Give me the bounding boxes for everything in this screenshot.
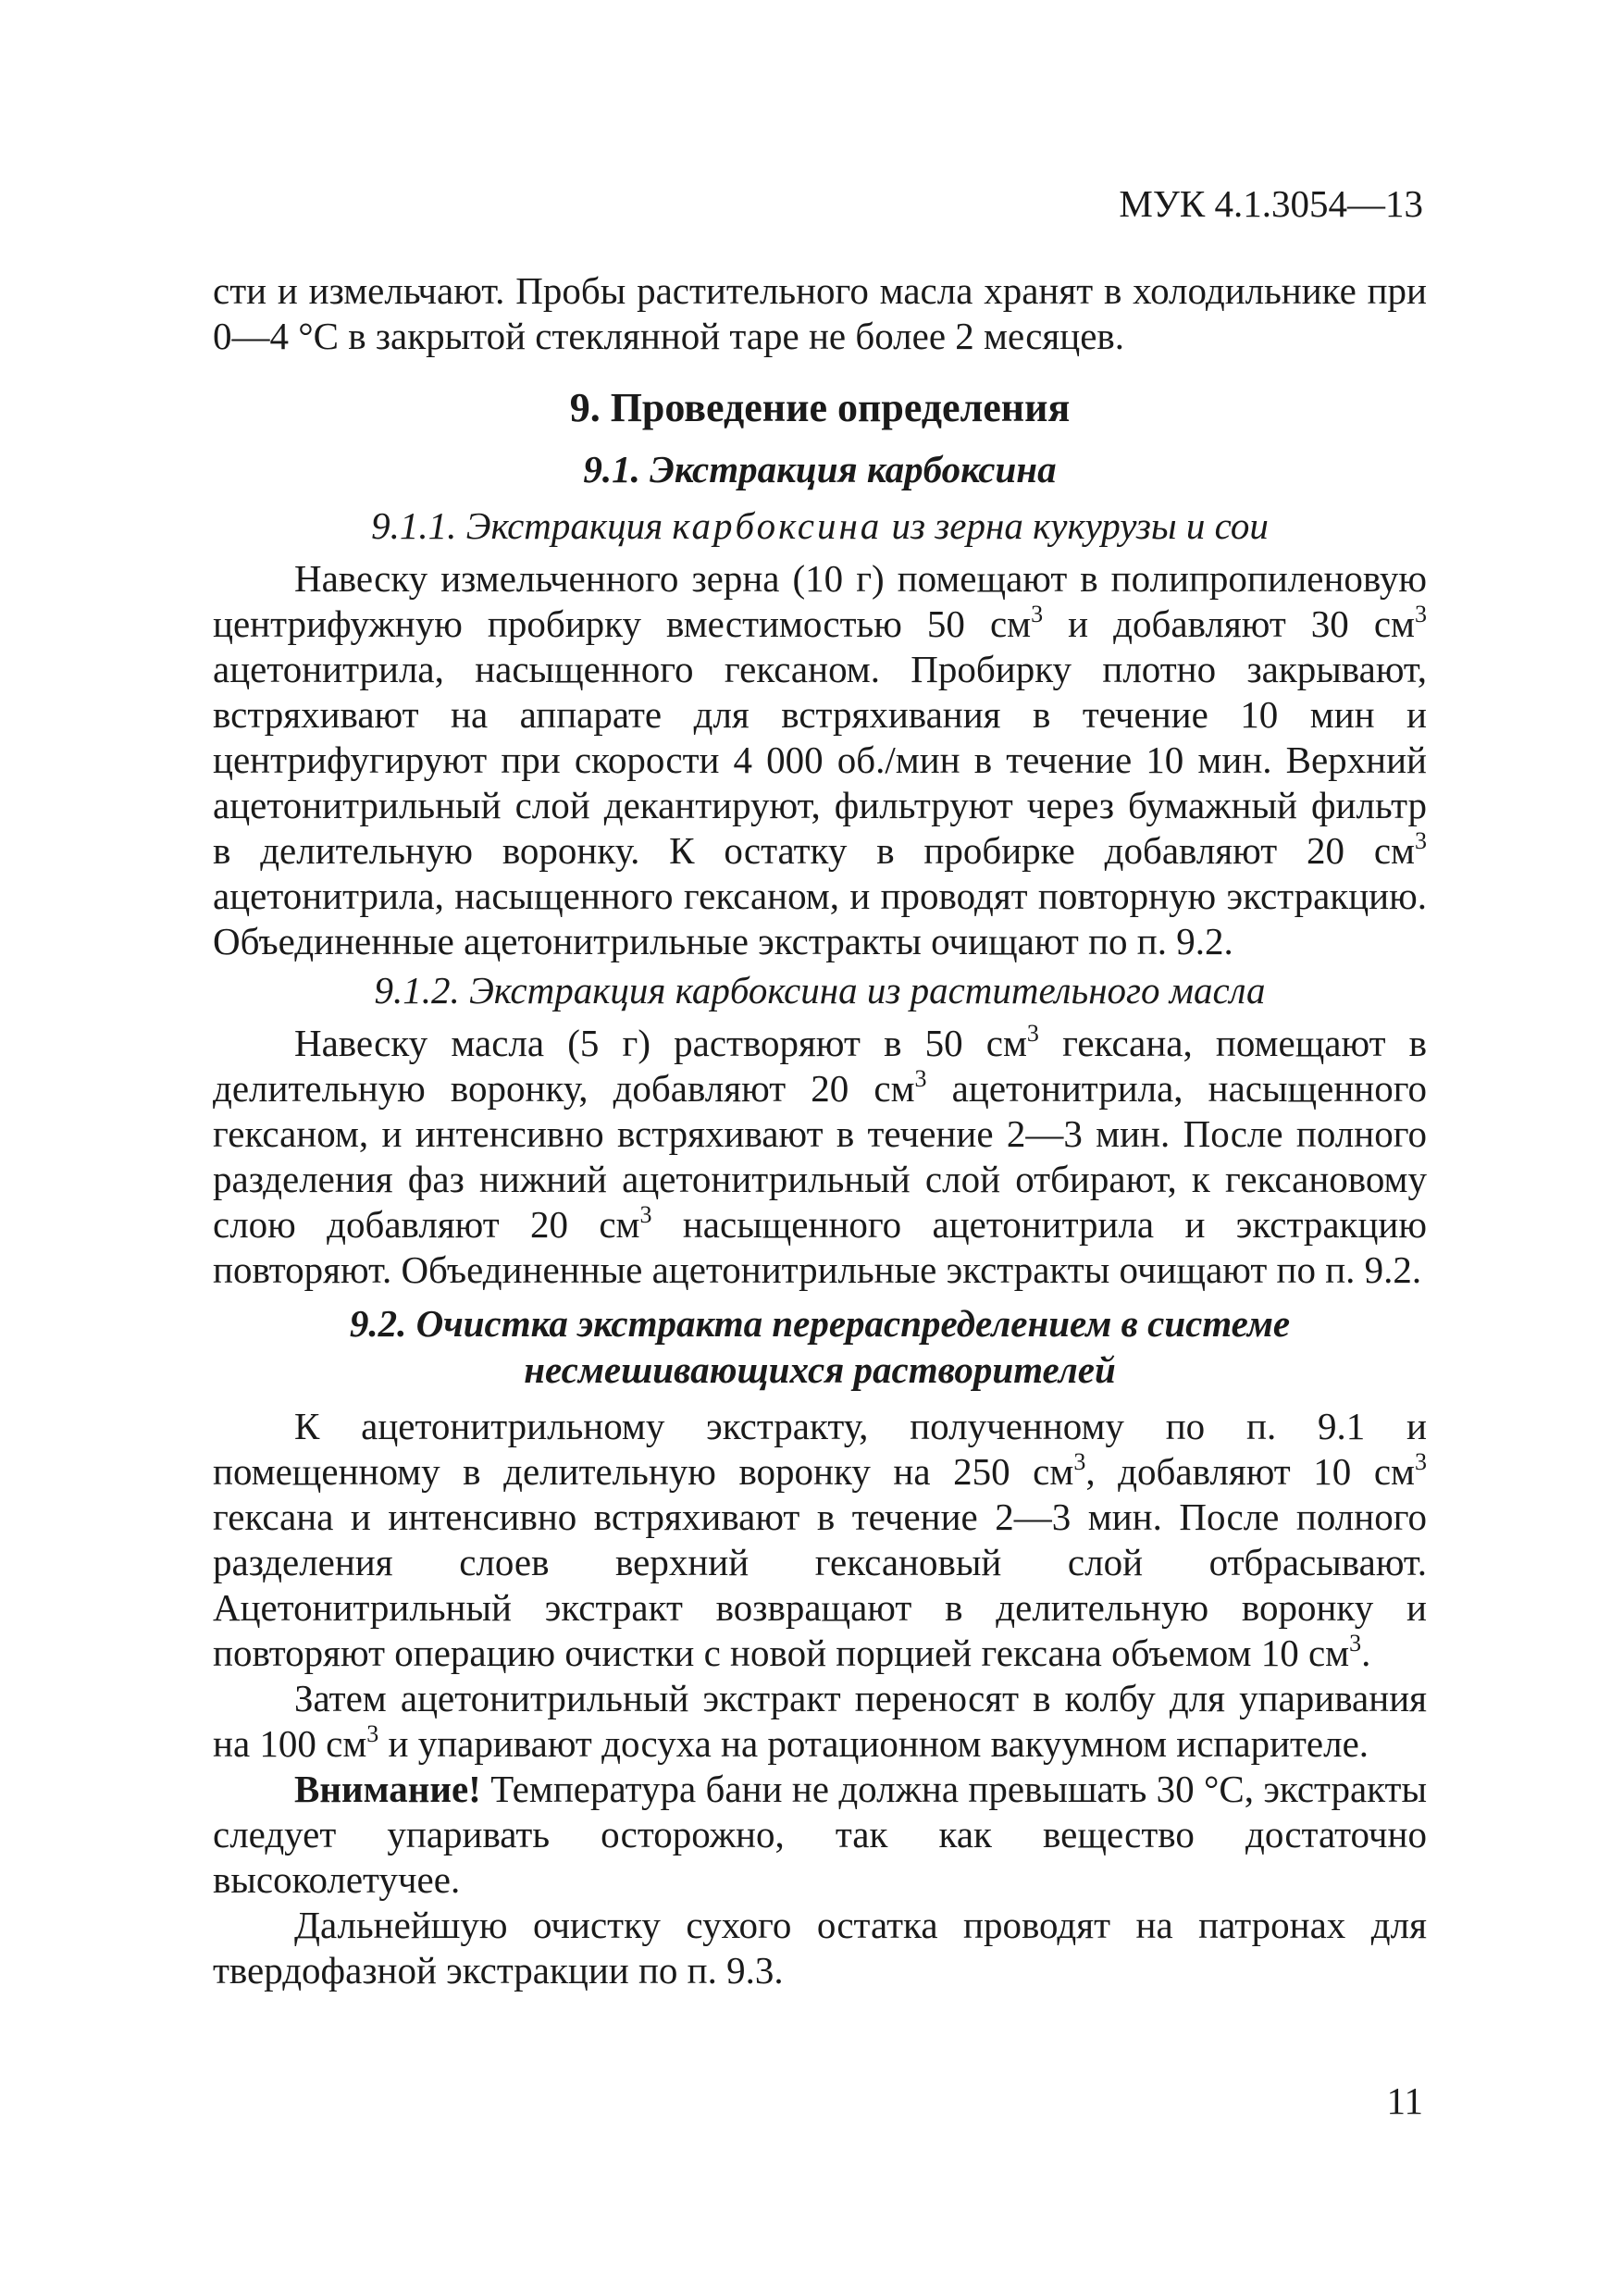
text-run: и добавляют 30 см — [1043, 602, 1415, 645]
text-run: ацетонитрила, насыщенного гексаном, и проводят повторную экстракцию. Объединенные ацетонитрильные экстракты очищают по п. 9.2. — [213, 875, 1427, 962]
paragraph-9-1-2 — [213, 1021, 1427, 1293]
superscript: 3 — [1026, 1020, 1039, 1047]
superscript: 3 — [366, 1720, 379, 1747]
text-run: ацетонитрила, насыщенного гексаном, и интенсивно встряхивают в течение 2—3 мин. После полного разделения фаз нижний ацетонитрильный слой отбирают, к гексановому слою добавляют 20 см — [213, 1067, 1428, 1246]
section-9-1-1-title-spaced: карбоксина — [672, 504, 883, 547]
section-9-2-title-line1: 9.2. Очистка экстракта перераспределением в системе — [349, 1302, 1291, 1345]
superscript: 3 — [1349, 1630, 1362, 1657]
paragraph-9-1-1 — [213, 556, 1427, 964]
section-9-1-1-title-part: из зерна кукурузы и сои — [891, 504, 1269, 547]
superscript: 3 — [639, 1201, 652, 1228]
text-run: и упаривают досуха на ротационном вакуумном испарителе. — [378, 1722, 1369, 1765]
section-9-2-title — [213, 1300, 1427, 1393]
document-code-header: МУК 4.1.3054—13 — [1119, 182, 1423, 225]
section-9-1-2-title: 9.1.2. Экстракция карбоксина из растительного масла — [374, 969, 1266, 1011]
text-run: К ацетонитрильному экстракту, полученному по п. 9.1 и помещенному в делительную воронку на 250 см — [213, 1405, 1427, 1493]
section-9-1-1-title-part: 9.1.1. Экстракция — [371, 504, 663, 547]
text-run: Навеску измельченного зерна (10 г) помещают в полипропиленовую центрифужную пробирку вместимостью 50 см — [213, 557, 1427, 645]
section-9-1-1-title — [213, 503, 1427, 549]
text-run: гексана, помещают в делительную воронку, добавляют 20 см — [213, 1022, 1427, 1110]
section-9-title: 9. Проведение определения — [569, 385, 1071, 430]
page-content — [213, 268, 1427, 1993]
paragraph-9-2-warning — [213, 1767, 1427, 1903]
warning-label: Внимание! — [294, 1768, 481, 1810]
superscript: 3 — [1073, 1448, 1086, 1475]
superscript: 3 — [1415, 601, 1427, 627]
paragraph-9-2-4: Дальнейшую очистку сухого остатка проводят на патронах для твердофазной экстракции по п. 9.3. — [213, 1904, 1427, 1992]
superscript: 3 — [1414, 1448, 1427, 1475]
text-run: Навеску масла (5 г) растворяют в 50 см — [294, 1022, 1027, 1064]
paragraph-9-2-2 — [213, 1676, 1427, 1767]
text-run: . — [1361, 1632, 1371, 1674]
superscript: 3 — [1415, 827, 1427, 854]
text-run: ацетонитрила, насыщенного гексаном. Пробирку плотно закрывают, встряхивают на аппарате для встряхивания в течение 10 мин и центрифугируют при скорости 4 000 об./мин в течение 10 мин. Верхний ацетонитрильный слой декантируют, фильтруют через бумажный фильтр в делительную воронку. К остатку в пробирке добавляют 20 см — [213, 648, 1427, 872]
superscript: 3 — [914, 1065, 927, 1092]
section-9-1-title: 9.1. Экстракция карбоксина — [583, 448, 1057, 490]
intro-paragraph: сти и измельчают. Пробы растительного масла хранят в холодильнике при 0—4 °С в закрытой стеклянной таре не более 2 месяцев. — [213, 269, 1427, 357]
text-run: насыщенного ацетонитрила и экстракцию повторяют. Объединенные ацетонитрильные экстракты очищают по п. 9.2. — [213, 1203, 1427, 1291]
text-run: гексана и интенсивно встряхивают в течение 2—3 мин. После полного разделения слоев верхний гексановый слой отбрасывают. Ацетонитрильный экстракт возвращают в делительную воронку и повторяют операцию очистки с новой порцией гексана объемом 10 см — [213, 1496, 1427, 1674]
superscript: 3 — [1031, 601, 1044, 627]
text-run: , добавляют 10 см — [1085, 1450, 1415, 1493]
page-number: 11 — [1386, 2079, 1423, 2122]
section-9-2-title-line2: несмешивающихся растворителей — [524, 1348, 1116, 1391]
text-run: Затем ацетонитрильный экстракт переносят в колбу для упаривания на 100 см — [213, 1677, 1427, 1765]
paragraph-9-2-1 — [213, 1404, 1427, 1676]
text-run: Температура бани не должна превышать 30 °С, экстракты следует упаривать осторожно, так как вещество достаточно высоколетучее. — [213, 1768, 1427, 1901]
